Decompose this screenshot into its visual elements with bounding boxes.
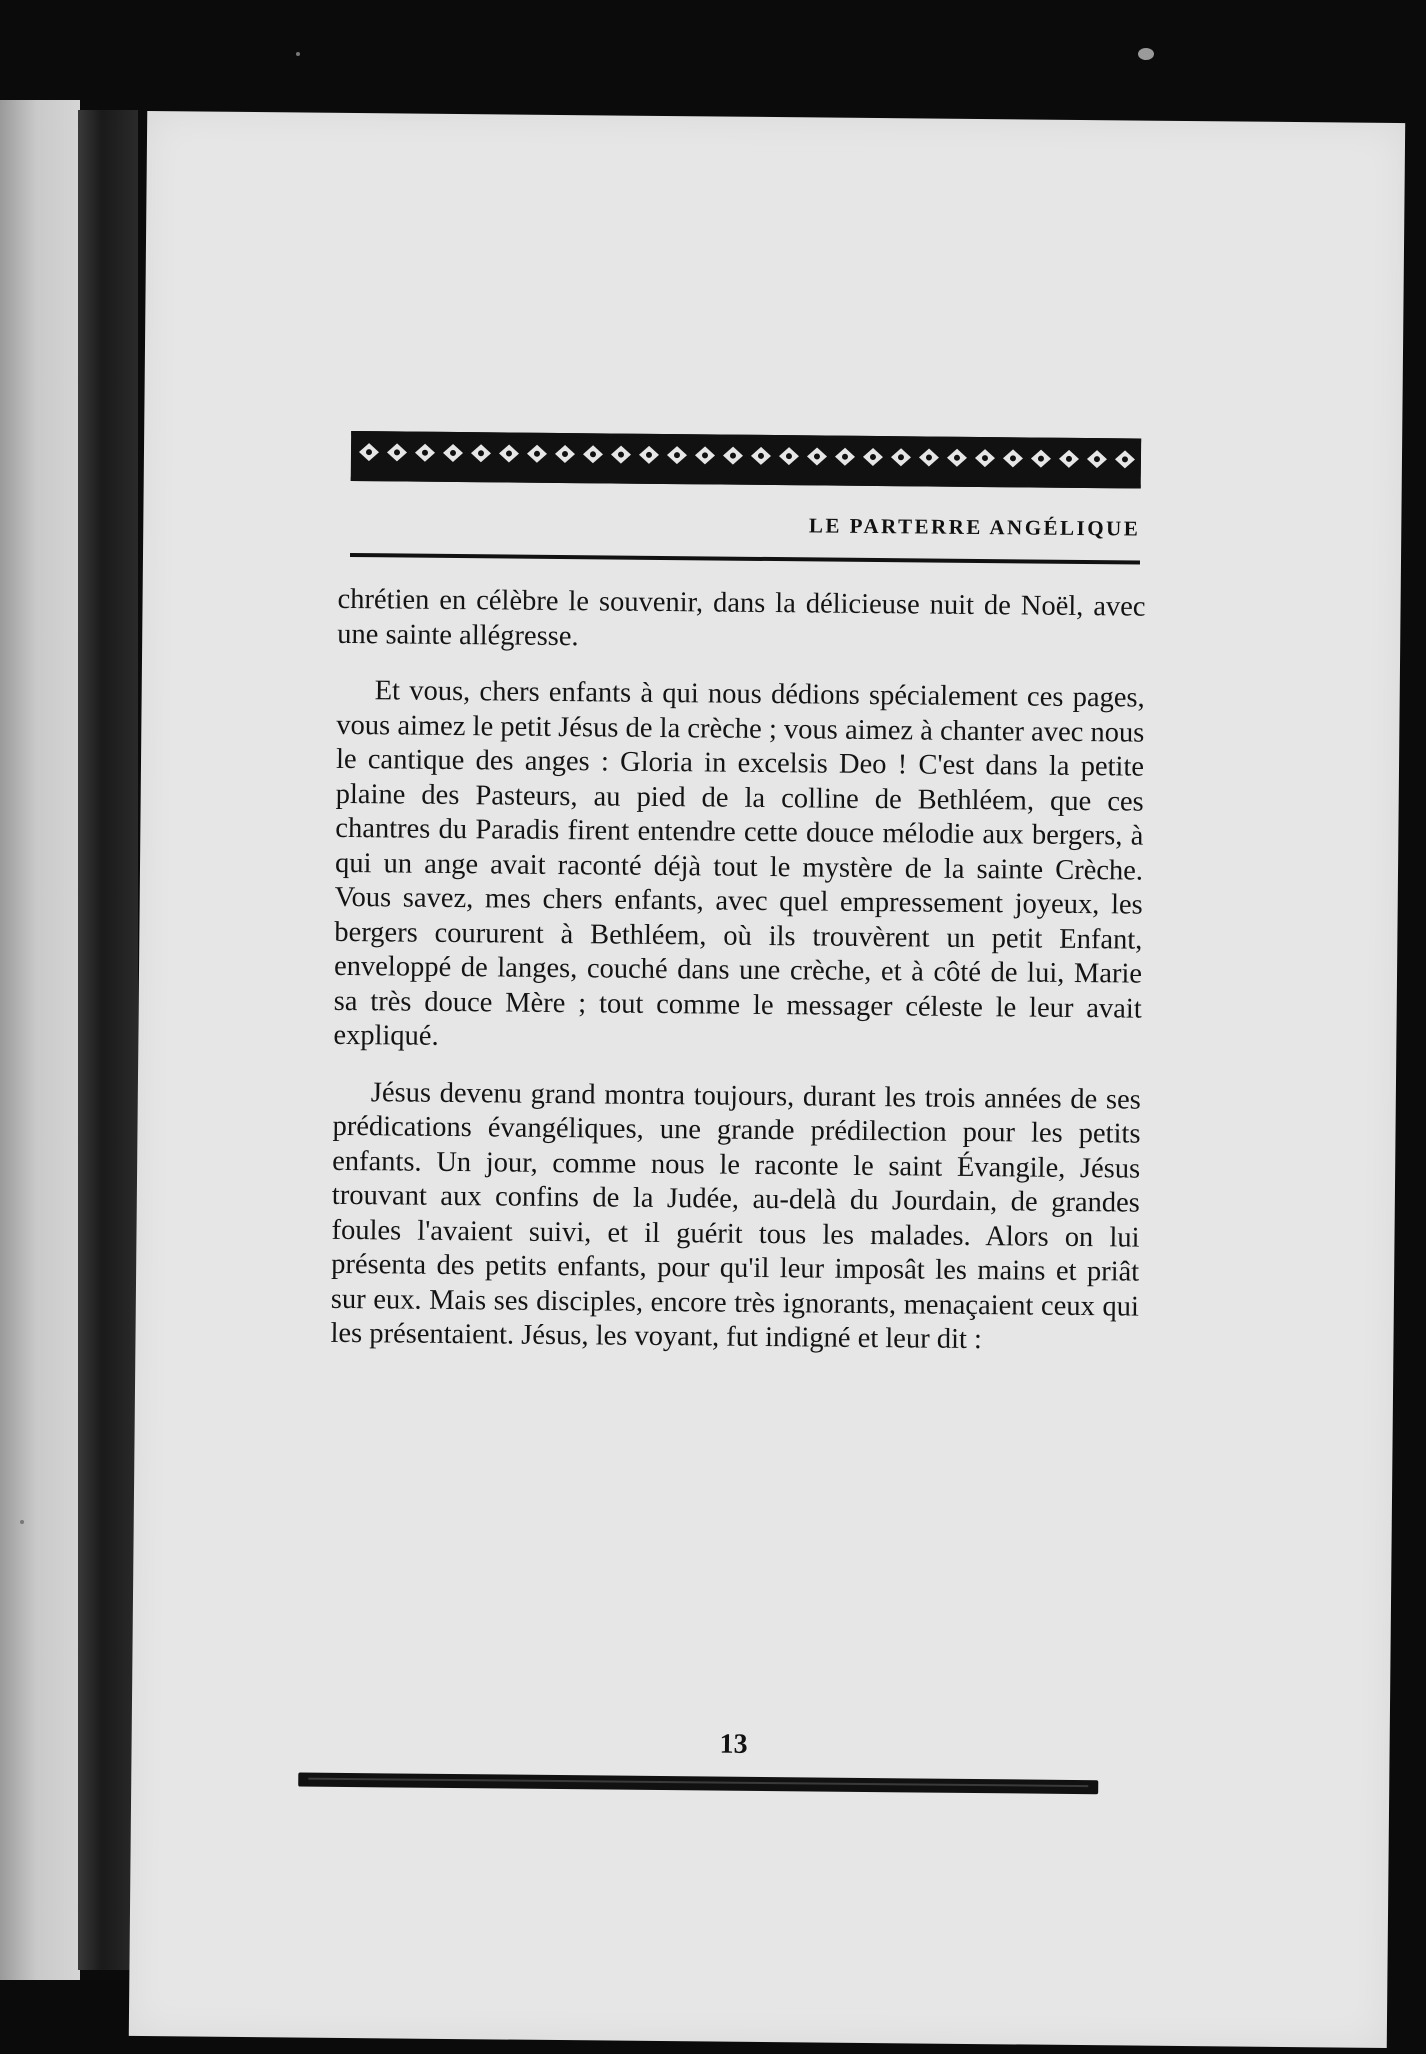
ornament-dot xyxy=(422,450,428,456)
book-page xyxy=(129,111,1405,2048)
header-rule xyxy=(350,553,1140,565)
ornament-dot xyxy=(926,454,932,460)
ornament-dot xyxy=(982,455,988,461)
body-text xyxy=(330,583,1146,1381)
decorative-header-band xyxy=(351,431,1141,489)
ornament-dot xyxy=(534,451,540,457)
ornament-dot xyxy=(506,450,512,456)
ornament-dot xyxy=(842,454,848,460)
ornament-dot xyxy=(590,451,596,457)
ornament-dot xyxy=(562,451,568,457)
ornament-dot xyxy=(758,453,764,459)
running-head: LE PARTERRE ANGÉLIQUE xyxy=(808,513,1141,541)
paragraph: Jésus devenu grand montra toujours, durant les trois années de ses prédications évangéliques, une grande prédilection pour les petits enfants. Un jour, comme nous le raconte le saint Évangile, Jésus trouvant aux confins de la Judée, au-delà du Jourdain, de grandes foules l'avaient suivi, et il guérit tous les malades. Alors on lui présenta des petits enfants, pour qu'il leur imposât les mains et priât sur eux. Mais ses disciples, encore très ignorants, menaçaient ceux qui les présentaient. Jésus, les voyant, fut indigné et leur dit : xyxy=(330,1076,1141,1356)
ornament-dot xyxy=(1066,456,1072,462)
ornament-dot xyxy=(366,449,372,455)
ornament-dot xyxy=(450,450,456,456)
ornament-dot xyxy=(394,449,400,455)
paragraph: Et vous, chers enfants à qui nous dédions spécialement ces pages, vous aimez le petit Jésus de la crèche ; vous aimez à chanter avec nous le cantique des anges : Gloria in excelsis Deo ! C'est dans la petite plaine des Pasteurs, au pied de la colline de Bethléem, que ces chantres du Paradis firent entendre cette douce mélodie aux bergers, à qui un ange avait raconté déjà tout le mystère de la sainte Crèche. Vous savez, mes chers enfants, avec quel empressement joyeux, les bergers coururent à Bethléem, où ils trouvèrent un petit Enfant, enveloppé de langes, couché dans une crèche, et à côté de lui, Marie sa très douce Mère ; tout comme le messager céleste le leur avait expliqué. xyxy=(333,675,1145,1052)
ornament-dot xyxy=(478,450,484,456)
ornament-dot xyxy=(730,453,736,459)
book-spine xyxy=(78,110,138,1970)
ornament-dot xyxy=(702,452,708,458)
ornament-dot xyxy=(870,454,876,460)
ornament-dot xyxy=(786,453,792,459)
ornament-dot xyxy=(646,452,652,458)
dust-speck xyxy=(1138,48,1154,60)
dust-speck xyxy=(20,1520,24,1524)
ornament-dot xyxy=(618,452,624,458)
footer-rule xyxy=(298,1773,1098,1795)
ornament-dot xyxy=(1094,456,1100,462)
ornament-dot xyxy=(674,452,680,458)
ornament-dot xyxy=(1010,455,1016,461)
ornament-dot xyxy=(1038,456,1044,462)
dust-speck xyxy=(296,52,300,56)
facing-page-edge xyxy=(0,100,80,1980)
ornament-dot xyxy=(898,454,904,460)
paragraph: chrétien en célèbre le souvenir, dans la délicieuse nuit de Noël, avec une sainte allégresse. xyxy=(337,583,1146,652)
ornament-dot xyxy=(1122,456,1128,462)
ornament-dot xyxy=(954,455,960,461)
page-number: 13 xyxy=(719,1728,748,1760)
ornament-pattern xyxy=(351,435,1141,477)
ornament-dot xyxy=(814,453,820,459)
